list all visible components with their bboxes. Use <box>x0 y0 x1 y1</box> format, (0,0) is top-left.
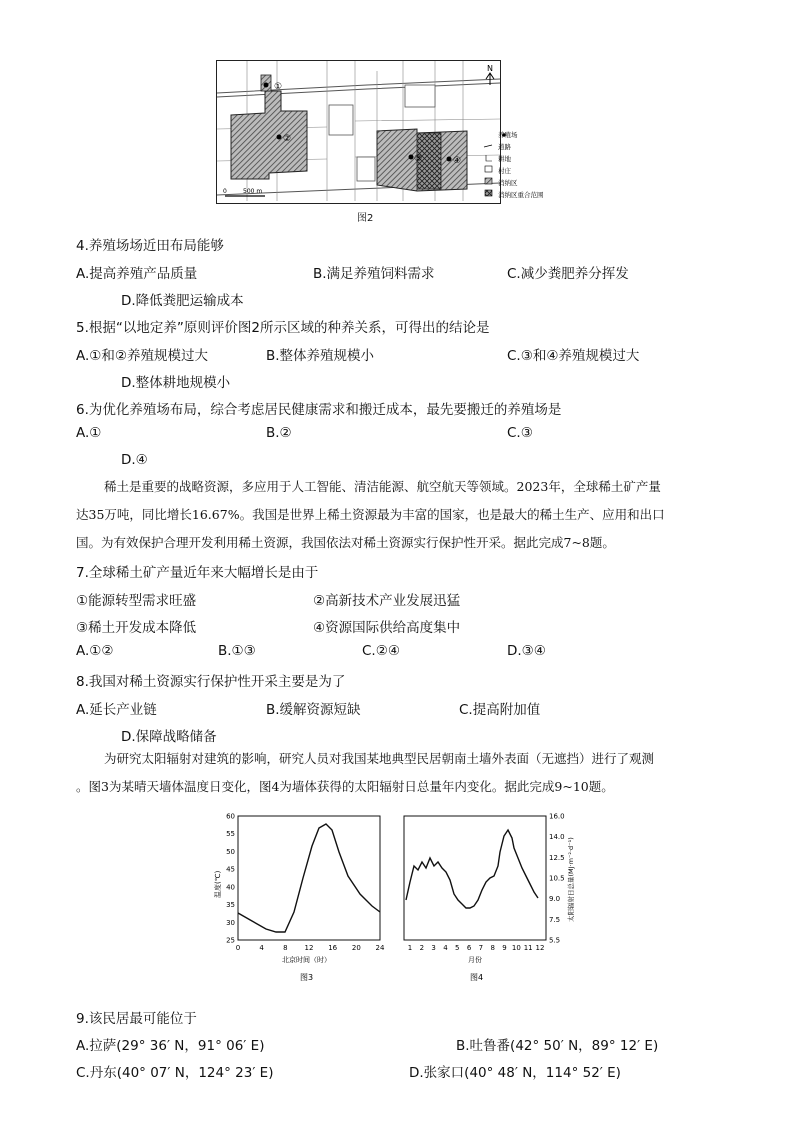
legend-farm: 养殖场 <box>498 131 518 139</box>
fig4-tick-label: 2 <box>419 944 425 952</box>
fig3-tick-label: 12 <box>304 944 314 952</box>
legend-disposal: 消纳区 <box>498 179 518 187</box>
fig3-tick-label: 35 <box>226 901 235 910</box>
q6-option-b: B.② <box>266 425 292 441</box>
north-label: N <box>487 64 493 73</box>
fig3-tick-label: 8 <box>283 944 288 952</box>
map-canvas <box>217 61 544 203</box>
fig4-tick-label: 5 <box>455 944 460 952</box>
q7-option-c: C.②④ <box>362 643 400 659</box>
q4-option-d: D.降低粪肥运输成本 <box>121 293 244 309</box>
q7-statement-2: ②高新技术产业发展迅猛 <box>313 593 461 609</box>
fig3-tick-label: 0 <box>235 944 241 952</box>
q5-option-b: B.整体养殖规模小 <box>266 348 375 364</box>
figure-2-map <box>216 60 544 204</box>
farm-3 <box>409 155 414 160</box>
farm-4 <box>447 157 452 162</box>
q5-stem: 5.根据“以地定养”原则评价图2所示区域的种养关系，可得出的结论是 <box>76 320 490 336</box>
legend-overlap: 消纳区重合范围 <box>498 191 544 199</box>
marker-1: ① <box>274 82 283 92</box>
q7-option-a: A.①② <box>76 643 114 659</box>
fig4-tick-label: 4 <box>443 944 448 952</box>
fig4-tick-label: 3 <box>431 944 436 952</box>
q5-option-a: A.①和②养殖规模过大 <box>76 348 208 364</box>
fig3-tick-label: 4 <box>259 944 264 952</box>
figure-3-caption: 图3 <box>300 973 314 982</box>
legend-village: 村庄 <box>498 167 511 175</box>
q7-option-b: B.①③ <box>218 643 256 659</box>
q8-option-b: B.缓解资源短缺 <box>266 702 361 718</box>
q8-stem: 8.我国对稀土资源实行保护性开采主要是为了 <box>76 674 346 690</box>
passage-solar-line-2: 。图3为某晴天墙体温度日变化，图4为墙体获得的太阳辐射日总量年内变化。据此完成9~10题。 <box>76 779 614 794</box>
fig4-tick-label: 5.5 <box>549 936 561 945</box>
figure-3-chart <box>212 810 396 990</box>
fig4-tick-label: 6 <box>466 944 472 952</box>
fig4-tick-label: 16.0 <box>549 812 565 821</box>
q7-statement-1: ①能源转型需求旺盛 <box>76 593 197 609</box>
scale-zero: 0 <box>223 188 227 195</box>
q9-option-c: C.丹东(40° 07′ N，124° 23′ E) <box>76 1065 274 1081</box>
fig4-tick-label: 10.5 <box>549 874 565 883</box>
fig3-tick-label: 16 <box>328 944 338 952</box>
fig4-tick-label: 12 <box>535 944 545 952</box>
fig4-xlabel: 月份 <box>468 956 482 964</box>
q7-statement-3: ③稀土开发成本降低 <box>76 620 197 636</box>
q9-option-d: D.张家口(40° 48′ N，114° 52′ E) <box>409 1065 621 1081</box>
figure-4-caption: 图4 <box>470 973 484 982</box>
fig3-tick-label: 40 <box>226 883 235 892</box>
q8-option-c: C.提高附加值 <box>459 702 541 718</box>
farm-2 <box>277 135 282 140</box>
village <box>357 157 375 181</box>
fig3-tick-label: 20 <box>351 944 361 952</box>
q9-option-b: B.吐鲁番(42° 50′ N，89° 12′ E) <box>456 1038 659 1054</box>
q6-option-c: C.③ <box>507 425 533 441</box>
passage-rare-earth-line-1: 稀土是重要的战略资源，多应用于人工智能、清洁能源、航空航天等领域。2023年，全球稀土矿产量 <box>104 479 661 494</box>
q9-option-a: A.拉萨(29° 36′ N，91° 06′ E) <box>76 1038 265 1054</box>
fig3-ylabel: 温度(℃) <box>214 870 222 898</box>
fig3-tick-label: 50 <box>226 847 235 856</box>
farm-1 <box>264 83 269 88</box>
figure-2-caption: 图2 <box>357 213 374 224</box>
q9-stem: 9.该民居最可能位于 <box>76 1011 197 1027</box>
q6-option-d: D.④ <box>121 452 148 468</box>
q7-stem: 7.全球稀土矿产量近年来大幅增长是由于 <box>76 565 319 581</box>
fig4-tick-label: 12.5 <box>549 853 565 862</box>
q6-option-a: A.① <box>76 425 102 441</box>
fig3-plot-area <box>238 816 380 940</box>
marker-3: ③ <box>414 154 423 164</box>
fig4-ylabel: 太阳辐射日总量(MJ·m⁻²·d⁻¹) <box>567 837 575 922</box>
q8-option-d: D.保障战略储备 <box>121 729 217 745</box>
fig4-tick-label: 11 <box>523 944 533 952</box>
scale-label: 500 m <box>243 188 263 195</box>
disposal-zone-west <box>231 91 307 179</box>
fig3-tick-label: 25 <box>226 936 235 945</box>
passage-solar-line-1: 为研究太阳辐射对建筑的影响，研究人员对我国某地典型民居朝南土墙外表面（无遮挡）进行了观测 <box>104 751 655 766</box>
q4-stem: 4.养殖场场近田布局能够 <box>76 238 224 254</box>
fig4-tick-label: 8 <box>490 944 495 952</box>
village <box>405 85 435 107</box>
figure-4-chart <box>396 810 580 990</box>
marker-4: ④ <box>453 156 462 166</box>
q4-option-a: A.提高养殖产品质量 <box>76 266 198 282</box>
map-legend <box>484 130 544 199</box>
fig4-tick-label: 10 <box>511 944 521 952</box>
fig4-tick-label: 7.5 <box>549 915 561 924</box>
fig4-tick-label: 9 <box>502 944 507 952</box>
fig3-tick-label: 45 <box>226 865 235 874</box>
fig3-tick-label: 24 <box>375 944 385 952</box>
q7-option-d: D.③④ <box>507 643 546 659</box>
q7-statement-4: ④资源国际供给高度集中 <box>313 620 461 636</box>
legend-farmland: 耕地 <box>498 155 511 163</box>
q6-stem: 6.为优化养殖场布局，综合考虑居民健康需求和搬迁成本，最先要搬迁的养殖场是 <box>76 402 562 418</box>
q5-option-c: C.③和④养殖规模过大 <box>507 348 640 364</box>
fig4-tick-label: 14.0 <box>549 833 565 842</box>
village <box>329 105 353 135</box>
fig3-tick-label: 60 <box>226 812 235 821</box>
legend-road: 道路 <box>498 143 511 151</box>
fig4-plot-area <box>404 816 546 940</box>
marker-2: ② <box>283 134 292 144</box>
fig4-tick-label: 1 <box>407 944 413 952</box>
q4-option-b: B.满足养殖饲料需求 <box>313 266 435 282</box>
fig3-xlabel: 北京时间（时） <box>282 956 331 964</box>
road <box>217 79 500 93</box>
q5-option-d: D.整体耕地规模小 <box>121 375 231 391</box>
fig4-tick-label: 7 <box>478 944 484 952</box>
fig3-tick-label: 55 <box>226 830 235 839</box>
q8-option-a: A.延长产业链 <box>76 702 157 718</box>
fig3-tick-label: 30 <box>226 918 235 927</box>
q4-option-c: C.减少粪肥养分挥发 <box>507 266 629 282</box>
fig4-tick-label: 9.0 <box>549 895 561 904</box>
passage-rare-earth-line-3: 国。为有效保护合理开发利用稀土资源，我国依法对稀土资源实行保护性开采。据此完成7~8题。 <box>76 535 615 550</box>
passage-rare-earth-line-2: 达35万吨，同比增长16.67%。我国是世界上稀土资源最为丰富的国家，也是最大的稀土生产、应用和出口 <box>76 507 665 522</box>
